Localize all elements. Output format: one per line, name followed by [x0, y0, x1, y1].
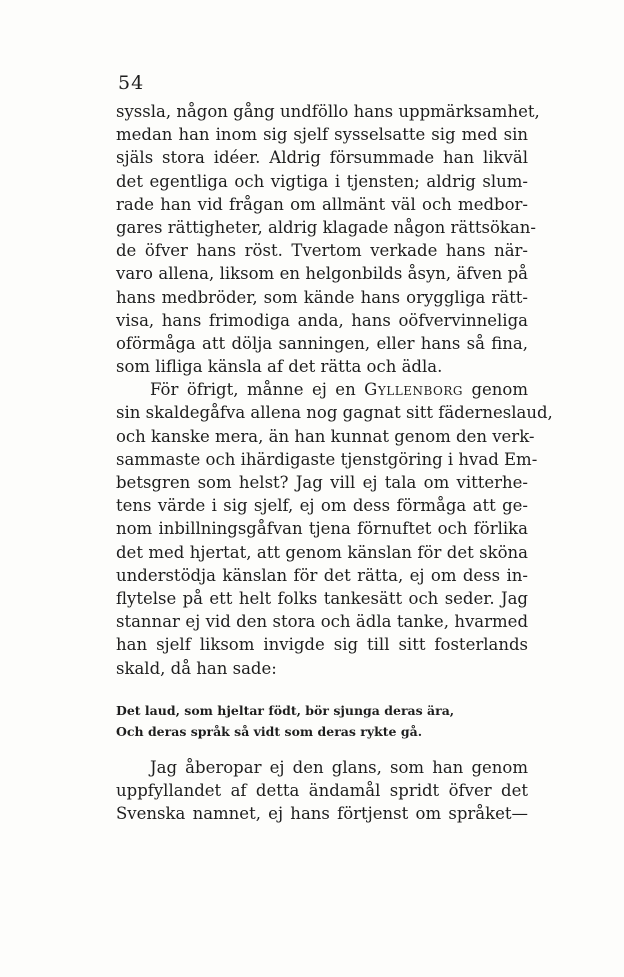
- text-line: syssla, någon gång undföllo hans uppmärksamhet,: [116, 102, 540, 121]
- text-line: sin skaldegåfva allena nog gagnat sitt fäderneslaud,: [116, 403, 553, 423]
- text-line: och kanske mera, än han kunnat genom den verk-: [116, 426, 535, 446]
- text-line: gares rättigheter, aldrig klagade någon rättsökan-: [116, 217, 536, 237]
- text-line: som lifliga känsla af det rätta och ädla.: [116, 357, 443, 377]
- text-line: nom inbillningsgåfvan tjena förnuftet och förlika: [116, 519, 528, 539]
- text-line: medan han inom sig sjelf sysselsatte sig med sin: [116, 125, 528, 145]
- paragraph-2: [116, 378, 553, 679]
- text-line: visa, hans frimodiga anda, hans oöfvervinneliga: [116, 310, 528, 330]
- text-line: Jag åberopar ej den glans, som han genom: [150, 757, 528, 777]
- spacer: [116, 680, 528, 700]
- text-line: betsgren som helst? Jag vill ej tala om vitterhe-: [116, 473, 528, 492]
- text-line: skald, då han sade:: [116, 658, 277, 678]
- text-line: [116, 378, 528, 401]
- poem-line: Och deras språk så vidt som deras rykte gå.: [116, 723, 423, 739]
- text-line: flytelse på ett helt folks tankesätt och seder. Jag: [116, 588, 528, 608]
- text-line: de öfver hans röst. Tvertom verkade hans när-: [116, 241, 528, 261]
- text-line: hans medbröder, som kände hans oryggliga rätt-: [116, 287, 528, 307]
- text-line: Svenska namnet, ej hans förtjenst om språket—: [116, 804, 528, 824]
- text-line: rade han vid frågan om allmänt väl och medbor-: [116, 194, 528, 214]
- poem-line: Det laud, som hjeltar födt, bör sjunga deras ära,: [116, 702, 455, 718]
- text-line: understödja känslan för det rätta, ej om dess in-: [116, 565, 528, 585]
- text-line: han sjelf liksom invigde sig till sitt fosterlands: [116, 635, 528, 655]
- spacer: [116, 742, 528, 756]
- text-line: uppfyllandet af detta ändamål spridt öfver det: [116, 780, 528, 800]
- poem-quote: [116, 700, 528, 742]
- author-name: Gyllenborg: [364, 380, 463, 400]
- page-number: 54: [118, 72, 145, 94]
- paragraph-3: [116, 756, 528, 826]
- text-line: det med hjertat, att genom känslan för det sköna: [116, 542, 528, 562]
- text-block: [116, 100, 553, 825]
- text-line: själs stora idéer. Aldrig försummade han likväl: [116, 148, 528, 168]
- text-fragment: För öfrigt, månne ej en: [150, 380, 365, 400]
- text-line: varo allena, liksom en helgonbilds åsyn, äfven på: [116, 264, 528, 284]
- text-fragment: genom: [462, 380, 528, 400]
- text-line: det egentliga och vigtiga i tjensten; aldrig slum-: [116, 171, 528, 191]
- text-line: stannar ej vid den stora och ädla tanke, hvarmed: [116, 612, 528, 632]
- text-line: oförmåga att dölja sanningen, eller hans så fina,: [116, 333, 528, 353]
- text-line: tens värde i sig sjelf, ej om dess förmåga att ge-: [116, 496, 528, 516]
- text-line: sammaste och ihärdigaste tjenstgöring i hvad Em-: [116, 449, 538, 469]
- paragraph-1: [116, 100, 540, 378]
